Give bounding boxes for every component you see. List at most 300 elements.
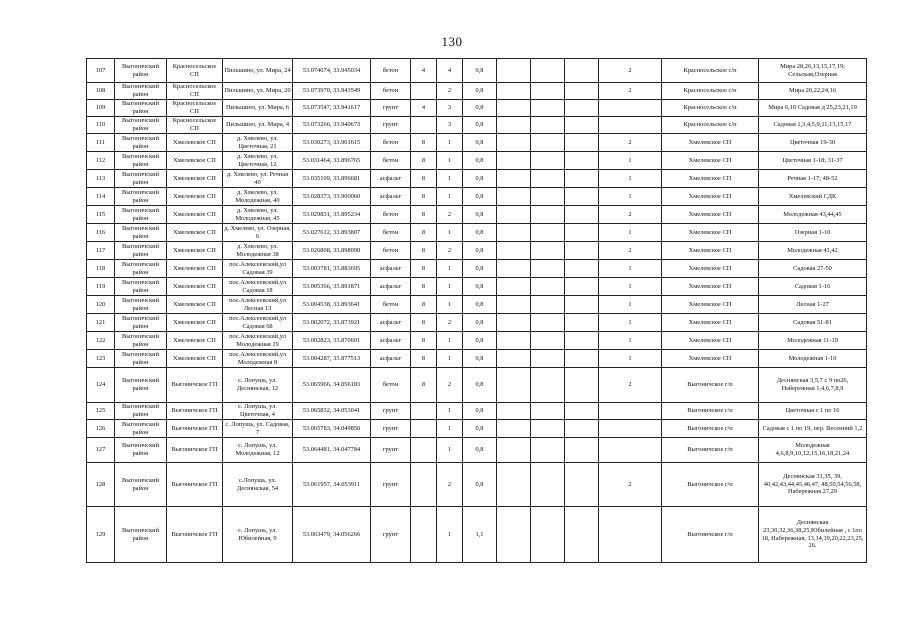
bin-count-cell: 2 xyxy=(599,463,662,507)
district-cell: Выгоничский район xyxy=(115,206,167,224)
settlement-cell: Хмелевское СП xyxy=(167,260,223,278)
container-count-cell: 1 xyxy=(437,296,463,314)
extra-cell xyxy=(565,368,599,403)
container-count-cell: 3 xyxy=(437,117,463,134)
owner-cell: Красносельское с/п xyxy=(662,59,759,83)
table-row xyxy=(87,350,867,368)
district-cell: Выгоничский район xyxy=(115,507,167,563)
owner-cell: Хмелевское СП xyxy=(662,296,759,314)
container-volume-cell: 0,8 xyxy=(463,332,497,350)
extra-cell xyxy=(531,403,565,420)
container-volume-cell: 0,8 xyxy=(463,83,497,100)
surface-type-cell: асфальт xyxy=(371,170,411,188)
container-volume-cell: 0,8 xyxy=(463,242,497,260)
district-cell: Выгоничский район xyxy=(115,100,167,117)
container-count-cell: 1 xyxy=(437,438,463,463)
container-count-cell: 2 xyxy=(437,368,463,403)
district-cell: Выгоничский район xyxy=(115,170,167,188)
district-cell: Выгоничский район xyxy=(115,260,167,278)
owner-cell: Хмелевское СП xyxy=(662,278,759,296)
area-cell xyxy=(411,117,437,134)
address-cell: Пильшино, ул. Мира, 20 xyxy=(223,83,293,100)
area-cell xyxy=(411,507,437,563)
table-row xyxy=(87,134,867,152)
extra-cell xyxy=(497,507,531,563)
extra-cell xyxy=(565,350,599,368)
row-number: 124 xyxy=(87,368,115,403)
bin-count-cell: 1 xyxy=(599,260,662,278)
owner-cell: Красносельское с/п xyxy=(662,117,759,134)
owner-cell: Хмелевское СП xyxy=(662,206,759,224)
district-cell: Выгоничский район xyxy=(115,117,167,134)
extra-cell xyxy=(531,188,565,206)
extra-cell xyxy=(497,206,531,224)
row-number: 107 xyxy=(87,59,115,83)
row-number: 126 xyxy=(87,420,115,438)
owner-cell: Выгоничское г/п xyxy=(662,368,759,403)
owner-cell: Хмелевское СП xyxy=(662,152,759,170)
served-houses-cell: Садовая 1,3,4,5,9,11,13,15,17 xyxy=(759,117,867,134)
settlement-cell: Выгоничское ГП xyxy=(167,438,223,463)
row-number: 112 xyxy=(87,152,115,170)
row-number: 110 xyxy=(87,117,115,134)
bin-count-cell: 1 xyxy=(599,152,662,170)
coordinates-cell: 53.028373, 33.900060 xyxy=(293,188,371,206)
extra-cell xyxy=(531,117,565,134)
table-row xyxy=(87,278,867,296)
area-cell: 8 xyxy=(411,296,437,314)
extra-cell xyxy=(497,438,531,463)
settlement-cell: Хмелевское СП xyxy=(167,242,223,260)
area-cell xyxy=(411,83,437,100)
coordinates-cell: 53.002823, 33.870601 xyxy=(293,332,371,350)
row-number: 109 xyxy=(87,100,115,117)
container-count-cell: 1 xyxy=(437,152,463,170)
row-number: 121 xyxy=(87,314,115,332)
extra-cell xyxy=(497,134,531,152)
container-volume-cell: 0,8 xyxy=(463,296,497,314)
surface-type-cell: бетон xyxy=(371,368,411,403)
page-number: 130 xyxy=(441,34,463,49)
owner-cell: Выгоничское г/п xyxy=(662,403,759,420)
coordinates-cell: 53.026808, 33.898098 xyxy=(293,242,371,260)
address-cell: с. Лопушь, ул. Молодежная, 12 xyxy=(223,438,293,463)
table-row xyxy=(87,507,867,563)
container-count-cell: 1 xyxy=(437,278,463,296)
district-cell: Выгоничский район xyxy=(115,278,167,296)
extra-cell xyxy=(565,188,599,206)
owner-cell: Выгоничское г/п xyxy=(662,463,759,507)
district-cell: Выгоничский район xyxy=(115,314,167,332)
served-houses-cell: Молодежная 41,42 xyxy=(759,242,867,260)
owner-cell: Хмелевское СП xyxy=(662,188,759,206)
extra-cell xyxy=(497,368,531,403)
served-houses-cell: Садовая 1-16 xyxy=(759,278,867,296)
bin-count-cell xyxy=(599,100,662,117)
table-row xyxy=(87,83,867,100)
table-row xyxy=(87,296,867,314)
address-cell: Пильшино, ул. Мира, 4 xyxy=(223,117,293,134)
served-houses-cell: Мира 28,26,13,15,17,19; Сельская,Озерная xyxy=(759,59,867,83)
owner-cell: Хмелевское СП xyxy=(662,350,759,368)
owner-cell: Выгоничское г/п xyxy=(662,438,759,463)
extra-cell xyxy=(531,438,565,463)
table-row xyxy=(87,368,867,403)
settlement-cell: Хмелевское СП xyxy=(167,296,223,314)
extra-cell xyxy=(531,134,565,152)
address-cell: пос.Алексеевский,ул Садовая 18 xyxy=(223,278,293,296)
table-row xyxy=(87,59,867,83)
extra-cell xyxy=(531,59,565,83)
settlement-cell: Хмелевское СП xyxy=(167,224,223,242)
coordinates-cell: 53.073266, 33.940673 xyxy=(293,117,371,134)
extra-cell xyxy=(565,152,599,170)
coordinates-cell: 53.031464, 33.896765 xyxy=(293,152,371,170)
extra-cell xyxy=(565,420,599,438)
extra-cell xyxy=(531,206,565,224)
container-count-cell: 1 xyxy=(437,420,463,438)
container-volume-cell: 0,8 xyxy=(463,463,497,507)
district-cell: Выгоничский район xyxy=(115,83,167,100)
container-volume-cell: 0,8 xyxy=(463,206,497,224)
extra-cell xyxy=(497,188,531,206)
district-cell: Выгоничский район xyxy=(115,59,167,83)
table-row xyxy=(87,152,867,170)
extra-cell xyxy=(565,438,599,463)
row-number: 113 xyxy=(87,170,115,188)
extra-cell xyxy=(531,83,565,100)
table-row xyxy=(87,314,867,332)
bin-count-cell: 1 xyxy=(599,350,662,368)
extra-cell xyxy=(565,117,599,134)
settlement-cell: Хмелевское СП xyxy=(167,314,223,332)
address-cell: с. Лопушь, ул. Цветочная, 4 xyxy=(223,403,293,420)
surface-type-cell: грунт xyxy=(371,507,411,563)
row-number: 114 xyxy=(87,188,115,206)
settlement-cell: Хмелевское СП xyxy=(167,152,223,170)
area-cell xyxy=(411,438,437,463)
container-volume-cell: 0,8 xyxy=(463,260,497,278)
extra-cell xyxy=(497,260,531,278)
bin-count-cell: 1 xyxy=(599,332,662,350)
served-houses-cell: Лесная 1-27 xyxy=(759,296,867,314)
area-cell: 8 xyxy=(411,242,437,260)
container-count-cell: 1 xyxy=(437,260,463,278)
coordinates-cell: 53.035109, 33.896681 xyxy=(293,170,371,188)
extra-cell xyxy=(565,507,599,563)
address-cell: д. Хмелево, ул. Молодежная, 40 xyxy=(223,188,293,206)
extra-cell xyxy=(531,260,565,278)
extra-cell xyxy=(497,170,531,188)
container-count-cell: 1 xyxy=(437,350,463,368)
extra-cell xyxy=(531,170,565,188)
table-row xyxy=(87,117,867,134)
served-houses-cell: Садовая 51-81 xyxy=(759,314,867,332)
area-cell: 8 xyxy=(411,152,437,170)
address-cell: с.Лопушь, ул. Деснянская, 54 xyxy=(223,463,293,507)
address-cell: пос.Алексеевский,ул Садовая 39 xyxy=(223,260,293,278)
extra-cell xyxy=(565,83,599,100)
table-row xyxy=(87,438,867,463)
area-cell xyxy=(411,403,437,420)
address-cell: пос.Алексеевский,ул Садовая 68 xyxy=(223,314,293,332)
coordinates-cell: 53.004538, 33.893641 xyxy=(293,296,371,314)
district-cell: Выгоничский район xyxy=(115,403,167,420)
extra-cell xyxy=(565,206,599,224)
extra-cell xyxy=(497,152,531,170)
container-volume-cell: 0,8 xyxy=(463,224,497,242)
settlement-cell: Выгоничское ГП xyxy=(167,420,223,438)
extra-cell xyxy=(565,134,599,152)
table-row xyxy=(87,332,867,350)
row-number: 125 xyxy=(87,403,115,420)
extra-cell xyxy=(565,170,599,188)
district-cell: Выгоничский район xyxy=(115,134,167,152)
extra-cell xyxy=(497,332,531,350)
container-volume-cell: 0,8 xyxy=(463,368,497,403)
area-cell: 8 xyxy=(411,134,437,152)
address-cell: Пильшино, ул. Мира, 6 xyxy=(223,100,293,117)
settlement-cell: Выгоничское ГП xyxy=(167,507,223,563)
coordinates-cell: 53.073970, 33.943549 xyxy=(293,83,371,100)
container-volume-cell: 0,8 xyxy=(463,152,497,170)
extra-cell xyxy=(565,403,599,420)
container-volume-cell: 0,8 xyxy=(463,59,497,83)
container-count-cell: 1 xyxy=(437,403,463,420)
served-houses-cell: Речная 1-17; 48-52 xyxy=(759,170,867,188)
coordinates-cell: 53.005366, 33.891871 xyxy=(293,278,371,296)
container-count-cell: 4 xyxy=(437,59,463,83)
surface-type-cell: асфальт xyxy=(371,278,411,296)
surface-type-cell: грунт xyxy=(371,420,411,438)
surface-type-cell: грунт xyxy=(371,438,411,463)
coordinates-cell: 53.030273, 33.901615 xyxy=(293,134,371,152)
bin-count-cell xyxy=(599,420,662,438)
owner-cell: Хмелевское СП xyxy=(662,170,759,188)
surface-type-cell: бетон xyxy=(371,242,411,260)
surface-type-cell: асфальт xyxy=(371,332,411,350)
extra-cell xyxy=(497,83,531,100)
coordinates-cell: 53.003781, 33.883695 xyxy=(293,260,371,278)
owner-cell: Хмелевское СП xyxy=(662,314,759,332)
bin-count-cell: 2 xyxy=(599,206,662,224)
container-volume-cell: 0,8 xyxy=(463,420,497,438)
table-row xyxy=(87,100,867,117)
bin-count-cell xyxy=(599,403,662,420)
owner-cell: Хмелевское СП xyxy=(662,260,759,278)
container-count-cell: 2 xyxy=(437,83,463,100)
served-houses-cell: Садовая с 1 по 19, пер. Весенний 1,2 xyxy=(759,420,867,438)
container-count-cell: 2 xyxy=(437,242,463,260)
container-count-cell: 1 xyxy=(437,507,463,563)
surface-type-cell: асфальт xyxy=(371,350,411,368)
row-number: 122 xyxy=(87,332,115,350)
extra-cell xyxy=(497,314,531,332)
area-cell: 8 xyxy=(411,224,437,242)
served-houses-cell: Молодежная 11-19 xyxy=(759,332,867,350)
extra-cell xyxy=(531,332,565,350)
served-houses-cell: Молодежная 4,6,8,9,10,12,15,16,18,21,24 xyxy=(759,438,867,463)
address-cell: д. Хмелево, ул. Цветочная, 21 xyxy=(223,134,293,152)
extra-cell xyxy=(531,350,565,368)
coordinates-cell: 53.061957, 34.053911 xyxy=(293,463,371,507)
served-houses-cell: Деснянская 23,30,32,36,38,25,Юбилейная , с 1по 18, Набережная, 13,14,19,20,22,23,25, 26. xyxy=(759,507,867,563)
container-volume-cell: 0,8 xyxy=(463,438,497,463)
area-cell: 8 xyxy=(411,350,437,368)
extra-cell xyxy=(565,332,599,350)
extra-cell xyxy=(497,463,531,507)
address-cell: д. Хмелево, ул. Цветочная, 12 xyxy=(223,152,293,170)
extra-cell xyxy=(531,100,565,117)
table-row xyxy=(87,170,867,188)
coordinates-cell: 53.074074, 33.945034 xyxy=(293,59,371,83)
extra-cell xyxy=(531,368,565,403)
bin-count-cell xyxy=(599,438,662,463)
extra-cell xyxy=(565,463,599,507)
row-number: 108 xyxy=(87,83,115,100)
address-cell: д. Хмелево, ул. Озерная, 6 xyxy=(224,224,291,240)
table-row xyxy=(87,403,867,420)
address-cell: с. Лопушь, ул. Деснянская, 12 xyxy=(223,368,293,403)
coordinates-cell: 53.065832, 34.053041 xyxy=(293,403,371,420)
container-volume-cell: 1,1 xyxy=(463,507,497,563)
settlement-cell: Выгоничское ГП xyxy=(167,463,223,507)
table-row xyxy=(87,188,867,206)
extra-cell xyxy=(497,350,531,368)
extra-cell xyxy=(497,224,531,242)
coordinates-cell: 53.064481, 34.047784 xyxy=(293,438,371,463)
served-houses-cell: Садовая 27-50 xyxy=(759,260,867,278)
surface-type-cell: бетон xyxy=(371,83,411,100)
row-number: 127 xyxy=(87,438,115,463)
address-cell: д. Хмелево, ул. Речная 40 xyxy=(223,170,293,188)
settlement-cell: Хмелевское СП xyxy=(167,188,223,206)
owner-cell: Хмелевское СП xyxy=(662,134,759,152)
container-count-cell: 2 xyxy=(437,206,463,224)
container-volume-cell: 0,8 xyxy=(463,100,497,117)
bin-count-cell: 2 xyxy=(599,59,662,83)
surface-type-cell: бетон xyxy=(371,152,411,170)
extra-cell xyxy=(497,420,531,438)
container-count-cell: 1 xyxy=(437,332,463,350)
container-count-cell: 2 xyxy=(437,314,463,332)
surface-type-cell: грунт xyxy=(371,403,411,420)
extra-cell xyxy=(565,100,599,117)
table-row xyxy=(87,224,867,242)
container-volume-cell: 0,8 xyxy=(463,403,497,420)
settlement-cell: Хмелевское СП xyxy=(167,278,223,296)
extra-cell xyxy=(565,242,599,260)
coordinates-cell: 53.065783, 34.049850 xyxy=(293,420,371,438)
district-cell: Выгоничский район xyxy=(115,224,167,242)
extra-cell xyxy=(531,463,565,507)
container-volume-cell: 0,8 xyxy=(463,134,497,152)
bin-count-cell: 2 xyxy=(599,134,662,152)
surface-type-cell: асфальт xyxy=(371,260,411,278)
served-houses-cell: Деснянская 3,5,7 с 9 по26, Набережная 1,4,6,7,8,9 xyxy=(759,368,867,403)
row-number: 119 xyxy=(87,278,115,296)
extra-cell xyxy=(531,314,565,332)
container-count-cell: 3 xyxy=(437,100,463,117)
bin-count-cell: 2 xyxy=(599,368,662,403)
container-count-cell: 1 xyxy=(437,134,463,152)
area-cell: 8 xyxy=(411,206,437,224)
served-houses-cell: Цветочная 1-18; 31-37 xyxy=(759,152,867,170)
settlement-cell: Красносельское СП xyxy=(167,117,223,134)
district-cell: Выгоничский район xyxy=(115,420,167,438)
extra-cell xyxy=(497,278,531,296)
district-cell: Выгоничский район xyxy=(115,242,167,260)
container-count-cell: 2 xyxy=(437,463,463,507)
coordinates-cell: 53.063479, 34.056266 xyxy=(293,507,371,563)
owner-cell: Хмелевское СП xyxy=(662,242,759,260)
owner-cell: Выгоничское г/п xyxy=(662,420,759,438)
served-houses-cell: Молодежная 43,44,45 xyxy=(759,206,867,224)
container-volume-cell: 0,8 xyxy=(463,314,497,332)
area-cell xyxy=(411,420,437,438)
area-cell: 8 xyxy=(411,188,437,206)
row-number: 115 xyxy=(87,206,115,224)
district-cell: Выгоничский район xyxy=(115,296,167,314)
address-cell: д. Хмелево, ул. Молодежная 38 xyxy=(223,242,293,260)
served-houses-cell: Мира 20,22,24,16 xyxy=(759,83,867,100)
container-volume-cell: 0,8 xyxy=(463,350,497,368)
extra-cell xyxy=(531,224,565,242)
extra-cell xyxy=(565,296,599,314)
extra-cell xyxy=(497,59,531,83)
surface-type-cell: асфальт xyxy=(371,314,411,332)
row-number: 118 xyxy=(87,260,115,278)
settlement-cell: Хмелевское СП xyxy=(167,206,223,224)
extra-cell xyxy=(497,100,531,117)
table-row xyxy=(87,206,867,224)
area-cell: 8 xyxy=(411,260,437,278)
table-row xyxy=(87,463,867,507)
row-number: 128 xyxy=(87,463,115,507)
surface-type-cell: бетон xyxy=(371,296,411,314)
coordinates-cell: 53.004287, 33.877513 xyxy=(293,350,371,368)
area-cell: 8 xyxy=(411,332,437,350)
district-cell: Выгоничский район xyxy=(115,350,167,368)
extra-cell xyxy=(531,296,565,314)
extra-cell xyxy=(497,403,531,420)
table-row xyxy=(87,242,867,260)
extra-cell xyxy=(565,314,599,332)
coordinates-cell: 53.073547, 33.941617 xyxy=(293,100,371,117)
bin-count-cell: 1 xyxy=(599,278,662,296)
district-cell: Выгоничский район xyxy=(115,438,167,463)
table-row xyxy=(87,260,867,278)
address-cell: пос.Алексеевский,ул Молодежная 19 xyxy=(223,332,293,350)
district-cell: Выгоничский район xyxy=(115,368,167,403)
district-cell: Выгоничский район xyxy=(115,152,167,170)
served-houses-cell: Цветочная с 1 по 16 xyxy=(759,403,867,420)
surface-type-cell: бетон xyxy=(371,134,411,152)
settlement-cell: Выгоничское ГП xyxy=(167,368,223,403)
settlement-cell: Хмелевское СП xyxy=(167,170,223,188)
settlement-cell: Хмелевское СП xyxy=(167,134,223,152)
settlement-cell: Хмелевское СП xyxy=(167,350,223,368)
surface-type-cell: бетон xyxy=(371,224,411,242)
extra-cell xyxy=(565,224,599,242)
row-number: 120 xyxy=(87,296,115,314)
container-volume-cell: 0,8 xyxy=(463,188,497,206)
area-cell: 8 xyxy=(411,368,437,403)
extra-cell xyxy=(497,296,531,314)
row-number: 129 xyxy=(87,507,115,563)
served-houses-cell: Деснянская 31,35, 39, 40,42,43,44,45,46,47, 48,50,54,56,58, Набережная 27,29 xyxy=(759,463,867,507)
settlement-cell: Красносельское СП xyxy=(167,83,223,100)
